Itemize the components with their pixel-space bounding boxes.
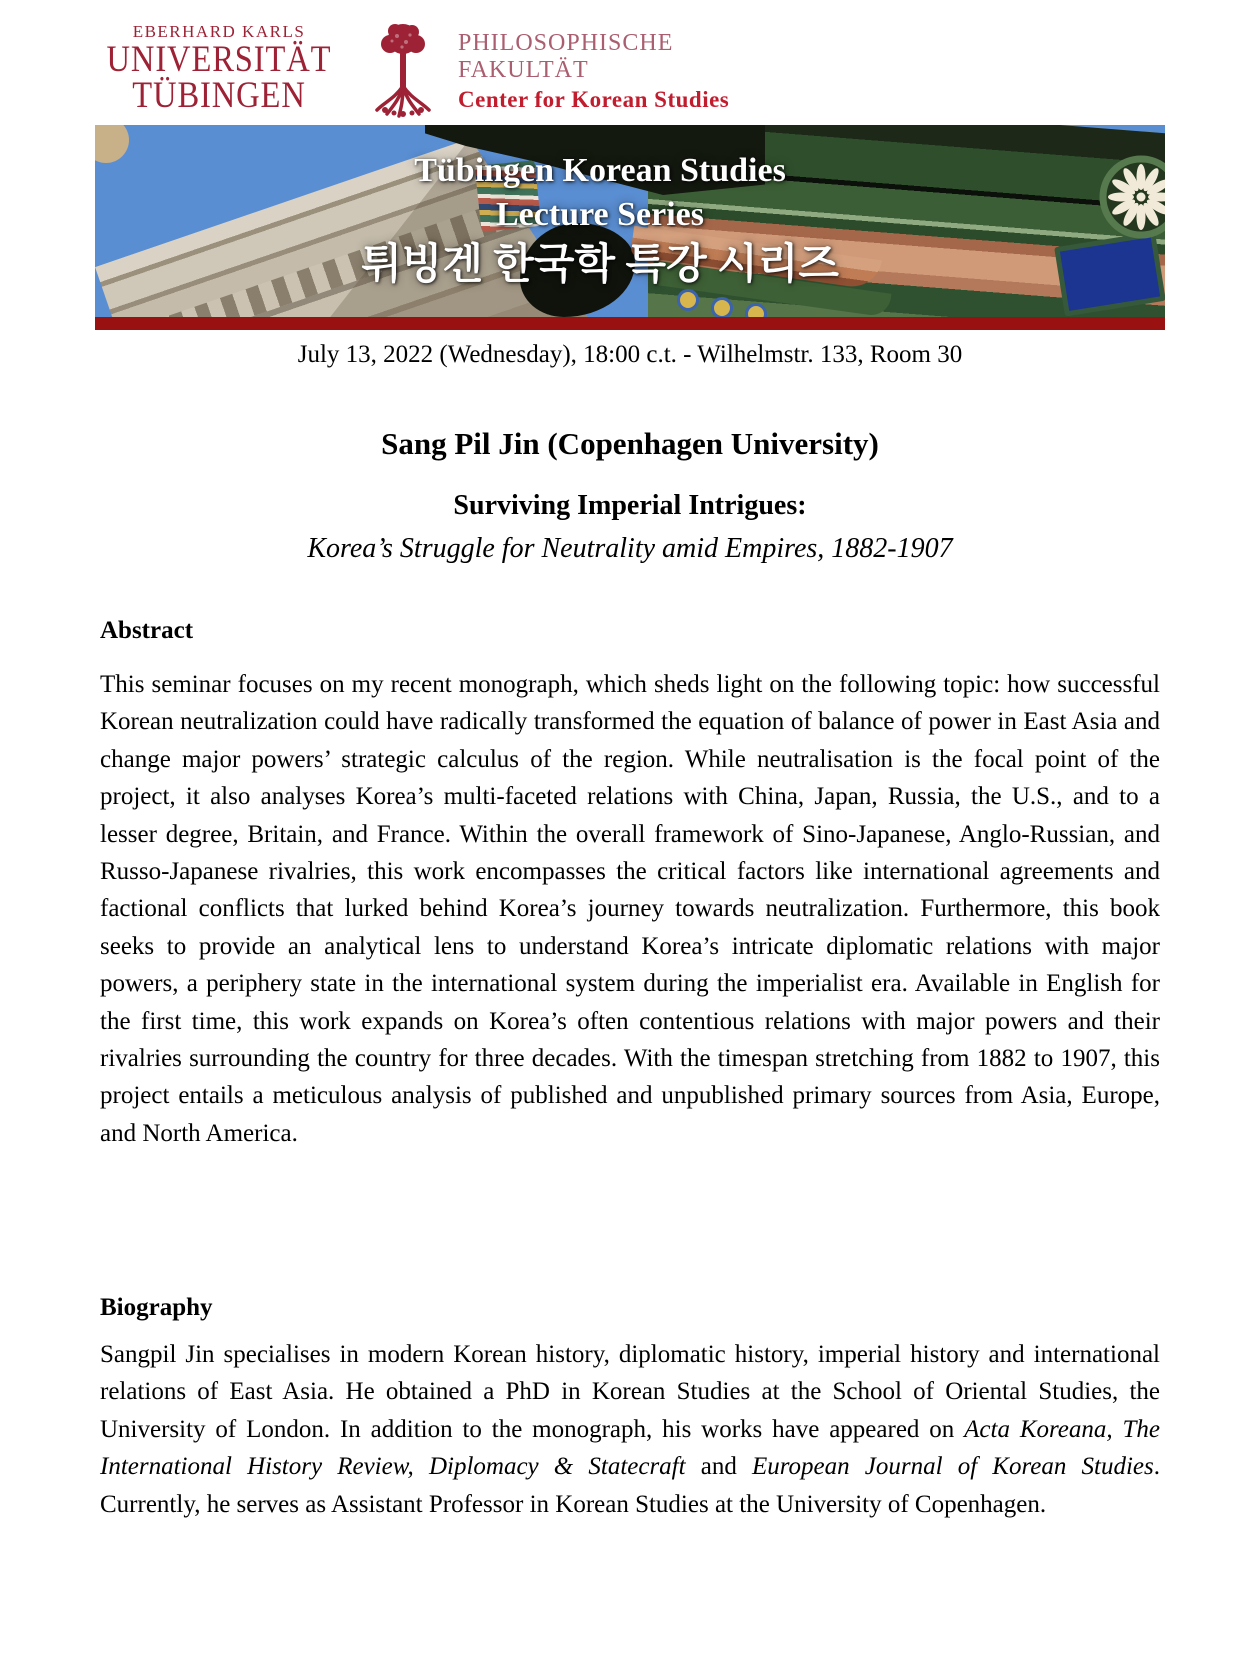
flower-medallion-icon — [1099, 155, 1165, 239]
biography-heading: Biography — [100, 1294, 213, 1321]
faculty-lockup — [458, 30, 729, 113]
talk-title-heading: Surviving Imperial Intrigues: — [453, 490, 807, 521]
speaker-name-heading: Sang Pil Jin (Copenhagen University) — [381, 426, 879, 461]
abstract-paragraph: This seminar focuses on my recent monograph, which sheds light on the following topic: how successful Korean neutralization could have radically transformed the equation of balance of power in East Asia and change major powers’ strategic calculus of the region. While neutralisation is the focal point of the project, it also analyses Korea’s multi-faceted relations with China, Japan, Russia, the U.S., and to a lesser degree, Britain, and France. Within the overall framework of Sino-Japanese, Anglo-Russian, and Russo-Japanese rivalries, this work encompasses the critical factors like international agreements and factional conflicts that lurked behind Korea’s journey towards neutralization. Furthermore, this book seeks to provide an analytical lens to understand Korea’s intricate diplomatic relations with major powers, a periphery state in the international system during the imperialist era. Available in English for the first time, this work expands on Korea’s often contentious relations with major powers and their rivalries surrounding the country for three decades. With the timespan stretching from 1882 to 1907, this project entails a meticulous analysis of published and unpublished primary sources from Asia, Europe, and North America. — [100, 671, 1160, 1147]
banner-title-line2: Lecture Series — [495, 196, 705, 233]
biography-text-part1: Sangpil Jin specialises in modern Korean history, diplomatic history, imperial history and international relations of East Asia. He obtained a PhD in Korean Studies at the School of Oriental Studies, the University of London. In addition to the monograph, his works have appeared on — [100, 1341, 1160, 1443]
tuebingen-tree-logo-icon — [374, 22, 432, 125]
banner-title-korean: 튀빙겐 한국학 특강 시리즈 — [361, 242, 839, 288]
biography-text-part3: . Currently, he serves as Assistant Professor in Korean Studies at the University of Copenhagen. — [100, 1453, 1160, 1518]
banner-title — [95, 125, 1105, 288]
university-name-line2: TÜBINGEN — [132, 75, 306, 116]
university-small-line: EBERHARD KARLS — [132, 22, 306, 41]
center-for-korean-studies-label: Center for Korean Studies — [458, 87, 730, 112]
biography-paragraph — [100, 1336, 1160, 1523]
event-date-location: July 13, 2022 (Wednesday), 18:00 c.t. - Wilhelmstr. 133, Room 30 — [297, 341, 963, 368]
banner-title-line1: Tübingen Korean Studies — [414, 152, 786, 189]
abstract-heading: Abstract — [100, 617, 194, 644]
banner-red-bar — [95, 317, 1165, 330]
lotus-dot — [677, 289, 699, 311]
biography-journals-italic2: European Journal of Korean Studies — [751, 1453, 1154, 1481]
faculty-line1: PHILOSOPHISCHE — [458, 30, 674, 56]
biography-text-part2: and — [685, 1453, 752, 1481]
biography-journals-italic1: Acta Koreana, The International History Review, Diplomacy & Statecraft — [100, 1415, 1160, 1481]
banner-photo — [95, 125, 1165, 317]
university-logo-lockup — [90, 22, 348, 114]
talk-subtitle-heading: Korea’s Struggle for Neutrality amid Empires, 1882-1907 — [307, 533, 953, 564]
university-name-line1: UNIVERSITÄT — [106, 39, 332, 80]
lecture-series-banner — [95, 125, 1165, 330]
lotus-dot — [711, 297, 733, 317]
faculty-line2: FAKULTÄT — [458, 57, 589, 83]
